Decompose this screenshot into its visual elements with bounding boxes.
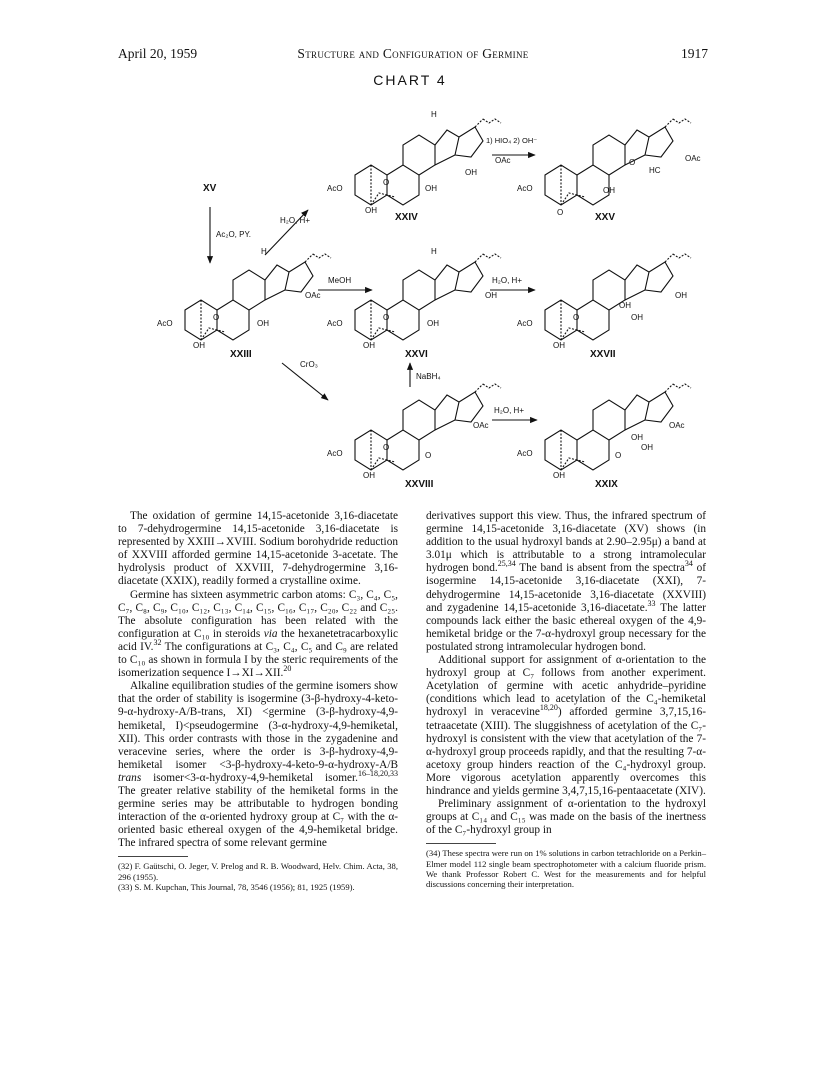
svg-text:NaBH₄: NaBH₄ <box>416 372 441 381</box>
svg-text:OH: OH <box>425 184 437 193</box>
svg-text:CrO₃: CrO₃ <box>300 360 318 369</box>
svg-text:OH: OH <box>257 319 269 328</box>
svg-text:OH: OH <box>427 319 439 328</box>
footnote-32: (32) F. Gaütschi, O. Jeger, V. Prelog and R. B. Woodward, Helv. Chim. Acta, 38, 296 (1955). <box>118 861 398 882</box>
structure-xxv <box>517 119 701 217</box>
header-date: April 20, 1959 <box>118 46 198 61</box>
label-xxiii: XXIII <box>230 349 252 360</box>
footnote-rule <box>118 856 188 857</box>
svg-text:OH: OH <box>465 168 477 177</box>
paragraph: derivatives support this view. Thus, the infrared spectrum of germine 14,15-acetonide 3,16-diacetate (XV) shows (in addition to the usual hydroxyl bands at 2.90–2.95μ) a band at 3.01μ which is attributable to a strong intramolecular hydrogen bond.$^{25,34}$ The band is absent from the spectra$^{34}$ of isogermine 14,15-acetonide 3,16-diacetate (XXI), 7-dehydrogermine 14,15-acetonide 3,16-diacetate (XXVIII) and zygadenine 14,15-acetonide 3,16-diacetate.$^{33}$ The latter compounds lack either the basic ethereal oxygen of the 4,9-hemiketal bridge or the 7-α-hydroxyl group necessary for the postulated strong intramolecular hydrogen bond. <box>426 510 707 653</box>
arrow-xxviii-to-xxvi <box>410 363 441 387</box>
svg-text:O: O <box>573 313 580 322</box>
svg-text:O: O <box>615 451 622 460</box>
svg-text:OH: OH <box>485 291 497 300</box>
svg-text:OH: OH <box>641 443 653 452</box>
running-header <box>118 46 708 64</box>
svg-text:O: O <box>383 178 390 187</box>
svg-text:HC: HC <box>649 166 661 175</box>
svg-text:O: O <box>383 443 390 452</box>
label-xxix: XXIX <box>595 479 618 490</box>
arrow-xxiii-to-xxvi <box>318 276 372 290</box>
svg-text:OH: OH <box>631 313 643 322</box>
label-xxvi: XXVI <box>405 349 428 360</box>
svg-text:AcO: AcO <box>517 319 533 328</box>
chart-title: CHART 4 <box>373 72 447 88</box>
structure-xxix <box>517 384 691 480</box>
header-title: Structure and Configuration of Germine <box>297 46 529 61</box>
svg-text:OAc: OAc <box>495 156 511 165</box>
svg-text:Ac₂O, PY.: Ac₂O, PY. <box>216 230 251 239</box>
paragraph: Preliminary assignment of α-orientation to the hydroxyl groups at C₁₄ and C₁₅ was made on the basis of the inertness of the C₇-hydroxyl group in <box>426 798 706 837</box>
svg-text:OH: OH <box>675 291 687 300</box>
arrow-xxiii-to-xxviii <box>282 360 328 400</box>
structure-xxiv <box>327 110 511 215</box>
label-xxviii: XXVIII <box>405 479 434 490</box>
svg-text:H₂O, H+: H₂O, H+ <box>280 216 310 225</box>
svg-text:O: O <box>557 208 564 217</box>
svg-text:OAc: OAc <box>685 154 701 163</box>
reaction-scheme <box>140 95 710 500</box>
paragraph: Alkaline equilibration studies of the germine isomers show that the order of stability is isogermine (3-β-hydroxy-4-keto-9-α-hydroxy-A/B-trans, XI) <germine (3-β-hydroxy-4,9-hemiketal, I)<pseudogermine (3-α-hydroxy-4,9-hemiketal, XII). This order contrasts with those in the zygadenine and veracevine series, where the order is 3-β-hydroxy-4,9-hemiketal isomer <3-β-hydroxy-4-keto-9-α-hydroxy-A/B trans isomer<3-α-hydroxy-4,9-hemiketal isomer.$^{16-18,20,33}$ The greater relative stability of the hemiketal forms in the germine series may be attributable to hydrogen bonding interaction of the α-oriented hydroxy group at C₇ with the α-oriented basic ethereal oxygen of the 4,9-hemiketal bridge. The infrared spectra of some relevant germine <box>118 680 398 850</box>
svg-text:MeOH: MeOH <box>328 276 352 285</box>
svg-text:OH: OH <box>603 186 615 195</box>
page-number: 1917 <box>681 46 708 61</box>
arrow-xxviii-to-xxix <box>492 406 537 420</box>
svg-text:OH: OH <box>365 206 377 215</box>
structure-xxviii <box>327 384 501 480</box>
svg-text:OH: OH <box>619 301 631 310</box>
svg-text:AcO: AcO <box>327 319 343 328</box>
structure-xxiii <box>157 247 331 350</box>
arrow-xxiii-to-xxiv <box>265 210 310 255</box>
svg-text:H₂O, H+: H₂O, H+ <box>494 406 524 415</box>
paragraph: Additional support for assignment of α-orientation to the hydroxyl group at C₇ follows from another experiment. Acetylation of germine with acetic anhydride–pyridine (conditions which lead to acetylation of the C₄-hemiketal hydroxyl in veracevine$^{18,20}$) afforded germine 3,7,15,16-tetraacetate (XIII). The sluggishness of acetylation of the C₇-hydroxyl is consistent with the view that acetylation of the 7-α-hydroxyl group proceeds rapidly, and that the resulting 7-α-acetoxy group hinders reaction of the C₄-hydroxyl group. More vigorous acetylation apparently overcomes this hindrance and yields germine 3,4,7,15,16-pentaacetate (XIV). <box>426 654 706 797</box>
svg-text:H: H <box>431 110 437 119</box>
svg-text:AcO: AcO <box>517 449 533 458</box>
svg-text:OAc: OAc <box>669 421 685 430</box>
footnote-34: (34) These spectra were run on 1% solutions in carbon tetrachloride on a Perkin–Elmer model 112 single beam spectrophotometer with a calcium fluoride prism. We thank Professor Robert C. West for the measurements and for helpful discussions concerning their interpretation. <box>426 848 706 889</box>
paragraph: The oxidation of germine 14,15-acetonide 3,16-diacetate to 7-dehydrogermine 14,15-acetonide 3,16-diacetate is represented by XXIII→XVIII. Sodium borohydride reduction of XXVIII afforded germine 14,15-acetonide 3-acetate. The hydrolysis product of XXVIII, 7-dehydrogermine 3,16-diacetate (XXIX), readily formed a crystalline oxime. <box>118 510 398 588</box>
svg-text:OAc: OAc <box>305 291 321 300</box>
svg-text:AcO: AcO <box>327 449 343 458</box>
svg-text:H: H <box>261 247 267 256</box>
left-column <box>118 510 398 892</box>
svg-text:H₂O, H+: H₂O, H+ <box>492 276 522 285</box>
footnote-rule <box>426 843 496 844</box>
svg-text:OAc: OAc <box>473 421 489 430</box>
svg-text:O: O <box>383 313 390 322</box>
arrow-xxvi-to-xxvii <box>490 276 535 290</box>
svg-text:O: O <box>425 451 432 460</box>
svg-text:AcO: AcO <box>517 184 533 193</box>
svg-text:OH: OH <box>553 471 565 480</box>
paragraph: Germine has sixteen asymmetric carbon atoms: C₃, C₄, C₅, C₇, C₈, C₉, C₁₀, C₁₂, C₁₃, C₁₄, C₁₅, C₁₆, C₁₇, C₂₀, C₂₂ and C₂₅. The absolute configuration has been related with the configuration at C₁₀ in steroids via the hexanetetracarboxylic acid IV.$^{32}$ The configurations at C₃, C₄, C₅ and C₉ are related to C₁₀ as shown in formula I by the steric requirements of the isomerization sequence I→XI→XII.$^{20}$ <box>118 588 398 680</box>
label-xxiv: XXIV <box>395 212 418 223</box>
svg-text:OH: OH <box>193 341 205 350</box>
right-column <box>426 510 706 889</box>
svg-text:AcO: AcO <box>327 184 343 193</box>
svg-text:O: O <box>629 158 636 167</box>
svg-text:OH: OH <box>363 341 375 350</box>
footnote-33: (33) S. M. Kupchan, This Journal, 78, 3546 (1956); 81, 1925 (1959). <box>118 881 355 892</box>
svg-text:O: O <box>213 313 220 322</box>
svg-text:AcO: AcO <box>157 319 173 328</box>
label-xv: XV <box>203 183 217 194</box>
arrow-xxiv-to-xxv <box>486 136 537 155</box>
svg-text:1) HIO₄ 2) OH⁻: 1) HIO₄ 2) OH⁻ <box>486 136 538 145</box>
structure-xxvii <box>517 254 691 350</box>
svg-text:H: H <box>431 247 437 256</box>
label-xxv: XXV <box>595 212 616 223</box>
arrow-xv-to-xxiii <box>210 207 251 263</box>
structure-xxvi <box>327 247 501 350</box>
svg-text:OH: OH <box>363 471 375 480</box>
svg-text:OH: OH <box>553 341 565 350</box>
svg-text:OH: OH <box>631 433 643 442</box>
label-xxvii: XXVII <box>590 349 616 360</box>
